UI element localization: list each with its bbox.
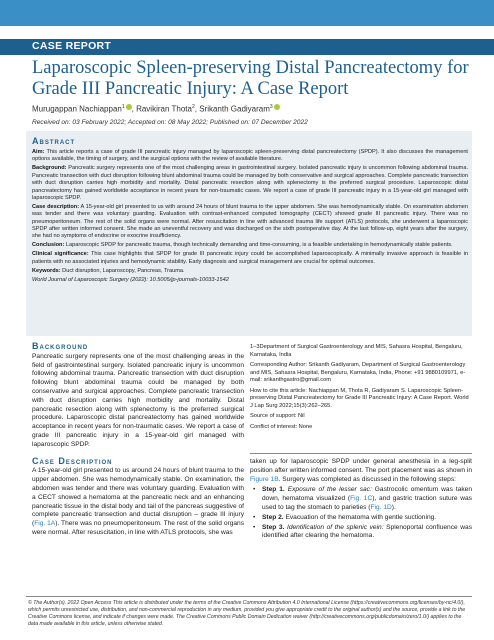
- conclusion-text: Laparoscopic SPDP for pancreatic trauma, though technically demanding and time-consuming, is a feasible undertaking in hemodynamically stable patients.: [65, 242, 453, 249]
- abstract-heading: Abstract: [32, 136, 76, 146]
- author-1[interactable]: Murugappan Nachiappan: [32, 104, 122, 114]
- orcid-icon[interactable]: [274, 104, 280, 110]
- case-description-paragraph: [32, 467, 244, 537]
- significance-text: This case highlights that SPDP for grade III pancreatic injury could be accomplished laparoscopically. A minimally invasive approach is feasible in patients with no associated injuries and hemodynamic stability. Early diagnosis and surgical management are crucial for optimal outcomes.: [32, 251, 468, 265]
- right-text-a: taken up for laparoscopic SPDP under general anesthesia in a leg-split position after written informed consent. The port placement was as shown in: [250, 458, 472, 474]
- article-title: Laparoscopic Spleen-preserving Distal Pancreatectomy for Grade III Pancreatic Injury: A Case Report: [32, 58, 469, 99]
- abstract-significance: [32, 251, 468, 266]
- author-3[interactable]: Srikanth Gadiyaram: [199, 104, 270, 114]
- author-3-affil: 3: [269, 104, 273, 110]
- background-paragraph: Pancreatic surgery represents one of the most challenging areas in the field of gastrointestinal surgery. Isolated pancreatic injury is uncommon following abdominal trauma. Pancreatic transection with duct disruption following blunt abdominal trauma could be managed by both conservative and surgical approaches. Complete pancreatic transection with duct disruption carries high morbidity and mortality. Distal pancreatic resection along with splenectomy is the preferred surgical procedure. Laparoscopic distal pancreatectomy has gained worldwide acceptance in recent years for non-traumatic cases. We report a case of grade III pancreatic injury in a 15-year-old girl managed with laparoscopic SPDP.: [32, 352, 244, 448]
- conclusion-label: Conclusion:: [32, 242, 65, 249]
- citation-text: World Journal of Laparoscopic Surgery (2022): 10.5005/jp-journals-10033-1542: [32, 276, 229, 283]
- affiliation: 1–3Department of Surgical Gastroenterology and MIS, Sahasra Hospital, Bengaluru, Karnataka, India: [250, 344, 463, 358]
- affiliation-block: [250, 344, 472, 434]
- right-column: [250, 458, 472, 542]
- case-label: Case description:: [32, 203, 80, 210]
- aim-label: Aim:: [32, 149, 45, 155]
- step-2-label: Step 2.: [262, 513, 284, 521]
- keywords-label: Keywords:: [32, 267, 61, 274]
- abstract-conclusion: [32, 242, 468, 249]
- background-label: Background:: [32, 165, 67, 172]
- section-band: [0, 39, 494, 55]
- source-of-support: Source of support: Nil: [250, 413, 305, 419]
- right-text-b: . Surgery was completed as discussed in the following steps:: [278, 475, 456, 483]
- case-text-b: ). There was no pneumoperitoneum. The rest of the solid organs were normal. After resuscitation, in line with ATLS protocols, she was: [32, 520, 244, 536]
- abstract-background: [32, 165, 468, 202]
- figure-link-1b[interactable]: Figure 1B: [250, 475, 279, 483]
- orcid-icon[interactable]: [126, 104, 132, 110]
- step-3-label: Step 3.: [262, 523, 285, 531]
- abstract-citation: [32, 277, 468, 284]
- publication-dates: Received on: 03 February 2022; Accepted on: 08 May 2022; Published on: 07 December 2022: [32, 119, 308, 126]
- step-2: [250, 514, 472, 523]
- background-heading: Background: [32, 341, 89, 351]
- author-2[interactable]: Ravikiran Thota: [136, 104, 192, 114]
- step-1: [250, 486, 472, 512]
- step-1-text: Gastrocolic omentum was taken down, hematoma visualized (: [262, 486, 472, 503]
- keywords-text: Duct disruption, Laparoscopy, Pancreas, Trauma.: [62, 267, 185, 274]
- case-text: A 15-year-old girl presented to us with around 24 hours of blunt trauma to the upper abdomen. She was hemodynamically stable. On examination abdomen was tender and there was voluntary guarding. Evaluation with contrast-enhanced computed tomography (CECT) showed grade III pancreatic injury. There was no pneumoperitoneum. The rest of the solid organs were normal. After resuscitation in line with advanced trauma life support (ATLS) protocols, she underwent a laparoscopic SPDP after written informed consent. She made an uneventful recovery and was discharged on the sixth postoperative day. At the last follow-up, eight years after the surgery, she had no symptoms of endocrine or exocrine insufficiency.: [32, 203, 468, 240]
- background-text: Pancreatic surgery represents one of the most challenging areas in gastrointestinal surgery. Isolated pancreatic injury is uncommon following abdominal trauma. Pancreatic transection with duct disruption following blunt abdominal trauma could be managed by both conservative and surgical approaches. Complete pancreatic transection with duct disruption carries high morbidity and mortality. Distal pancreatic resection along with splenectomy is the preferred surgical procedure. Laparoscopic distal pancreatectomy has gained worldwide acceptance in recent years for non-traumatic cases. We report a case of grade III pancreatic injury in a 15-year-old girl managed with laparoscopic SPDP.: [32, 165, 469, 201]
- author-list: Murugappan Nachiappan$^1$ , Ravikiran Thota$^2$, Srikanth Gadiyaram$^3$: [32, 104, 280, 114]
- footer-divider: [26, 596, 472, 597]
- figure-link-1d[interactable]: Fig. 1D: [370, 503, 392, 511]
- how-to-cite: How to cite this article: Nachiappan M, Thota R, Gadiyaram S. Laparoscopic Spleen-preserving Distal Pancreatectomy for Grade III Pancreatic Injury: A Case Report. World J Lap Surg 2022;15(3):262–265.: [250, 387, 469, 409]
- step-3: [250, 524, 472, 542]
- figure-link-1c[interactable]: Fig. 1C: [350, 495, 373, 503]
- left-column: [32, 342, 244, 538]
- author-2-affil: 2: [191, 104, 195, 110]
- step-2-text: Evacuation of the hematoma with gentle suctioning.: [283, 513, 437, 521]
- top-banner-stripe: [0, 0, 494, 26]
- right-paragraph: [250, 458, 472, 484]
- affiliation-divider: [250, 453, 472, 454]
- corresponding-author: Corresponding Author: Srikanth Gadiyaram, Department of Surgical Gastroenterology and MIS, Sahasra Hospital, Bengaluru, Karnataka, India, Phone: +91 9880109971, e-mail: srikanthgastro@gmail.com: [250, 362, 466, 383]
- steps-list: [250, 486, 472, 541]
- case-description-heading: Case Description: [32, 455, 113, 466]
- step-1-title: Exposure of the lesser sac:: [287, 486, 372, 494]
- aim-text: This article reports a case of grade III pancreatic injury managed by laparoscopic spleen-preserving distal pancreatectomy (SPDP). It also discusses the management options available, the timing of surgery, and the surgical options with the review of available literature.: [32, 149, 468, 163]
- figure-link-1a[interactable]: Fig. 1A: [34, 520, 56, 528]
- step-3-title: Identification of the splenic vein:: [287, 523, 384, 531]
- significance-label: Clinical significance:: [32, 251, 89, 258]
- step-3-text: Splenoportal confluence was identified after clearing the hematoma.: [262, 523, 472, 540]
- top-banner: [0, 0, 494, 37]
- license-footer: © The Author(s). 2022 Open Access This article is distributed under the terms of the Creative Commons Attribution 4.0 International License (https://creativecommons.org/licenses/by-nc/4.0/), which permits unrestricted use, distribution, and non-commercial reproduction in any medium, provided you give appropriate credit to the original author(s) and the source, provide a link to the Creative Commons license, and indicate if changes were made. The Creative Commons Public Domain Dedication waiver (http://creativecommons.org/publicdomain/zero/1.0/) applies to the data made available in this article, unless otherwise stated.: [28, 600, 466, 627]
- conflict-of-interest: Conflict of interest: None: [250, 423, 313, 430]
- case-text-a: A 15-year-old girl presented to us around 24 hours of blunt trauma to the upper abdomen. She was hemodynamically stable. On examination, the abdomen was tender and there was voluntary guarding. Evaluation with a CECT showed a hematoma at the pancreatic neck and an enhancing pancreatic tissue in the distal body and tail of the pancreas suggestive of complete pancreatic transection and ductal disruption – grade III injury (: [32, 467, 244, 528]
- abstract-case: [32, 204, 468, 241]
- abstract-aim: [32, 149, 468, 164]
- step-1-mid: ), and gastric traction suture was used to tag the stomach to parieties (: [262, 495, 472, 511]
- abstract-body: [32, 149, 468, 285]
- step-1-label: Step 1.: [262, 486, 285, 494]
- abstract-keywords: [32, 268, 468, 275]
- author-1-affil: 1: [121, 104, 125, 110]
- section-label: CASE REPORT: [32, 40, 112, 52]
- step-1-end: ).: [391, 503, 396, 511]
